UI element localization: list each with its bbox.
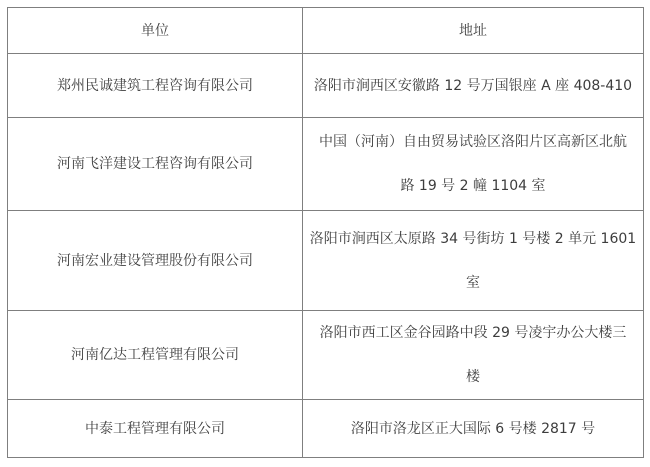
table-header-row <box>8 8 644 54</box>
unit-name: 河南飞洋建设工程咨询有限公司 <box>57 156 253 172</box>
unit-cell <box>8 311 303 400</box>
unit-name: 郑州民诚建筑工程咨询有限公司 <box>57 77 253 94</box>
column-header-address <box>303 8 644 54</box>
table-row <box>8 311 644 400</box>
address-line: 室 <box>466 274 480 291</box>
unit-name: 河南宏业建设管理股份有限公司 <box>57 252 253 269</box>
table-row <box>8 211 644 311</box>
column-header-unit <box>8 8 303 54</box>
address-cell <box>303 400 644 458</box>
address-cell <box>303 54 644 118</box>
table-row <box>8 54 644 118</box>
address-line: 洛阳市涧西区安徽路 12 号万国银座 A 座 408-410 <box>313 77 633 94</box>
address-cell <box>303 311 644 400</box>
unit-cell <box>8 211 303 311</box>
column-header-address-label: 地址 <box>459 22 487 39</box>
table-row <box>8 118 644 211</box>
table-row <box>8 400 644 458</box>
address-cell <box>303 118 644 211</box>
address-line: 路 19 号 2 幢 1104 室 <box>400 178 546 194</box>
address-line: 洛阳市涧西区太原路 34 号街坊 1 号楼 2 单元 1601 <box>309 230 637 247</box>
unit-cell <box>8 400 303 458</box>
address-line: 洛阳市洛龙区正大国际 6 号楼 2817 号 <box>350 420 596 437</box>
address-line: 洛阳市西工区金谷园路中段 29 号凌宇办公大楼三 <box>319 325 627 341</box>
unit-name: 中泰工程管理有限公司 <box>85 420 225 437</box>
address-cell <box>303 211 644 311</box>
column-header-unit-label: 单位 <box>141 22 169 39</box>
company-address-table <box>7 7 644 458</box>
unit-cell <box>8 54 303 118</box>
address-line: 楼 <box>466 369 480 385</box>
unit-cell <box>8 118 303 211</box>
unit-name: 河南亿达工程管理有限公司 <box>71 347 239 363</box>
address-line: 中国（河南）自由贸易试验区洛阳片区高新区北航 <box>319 134 627 150</box>
